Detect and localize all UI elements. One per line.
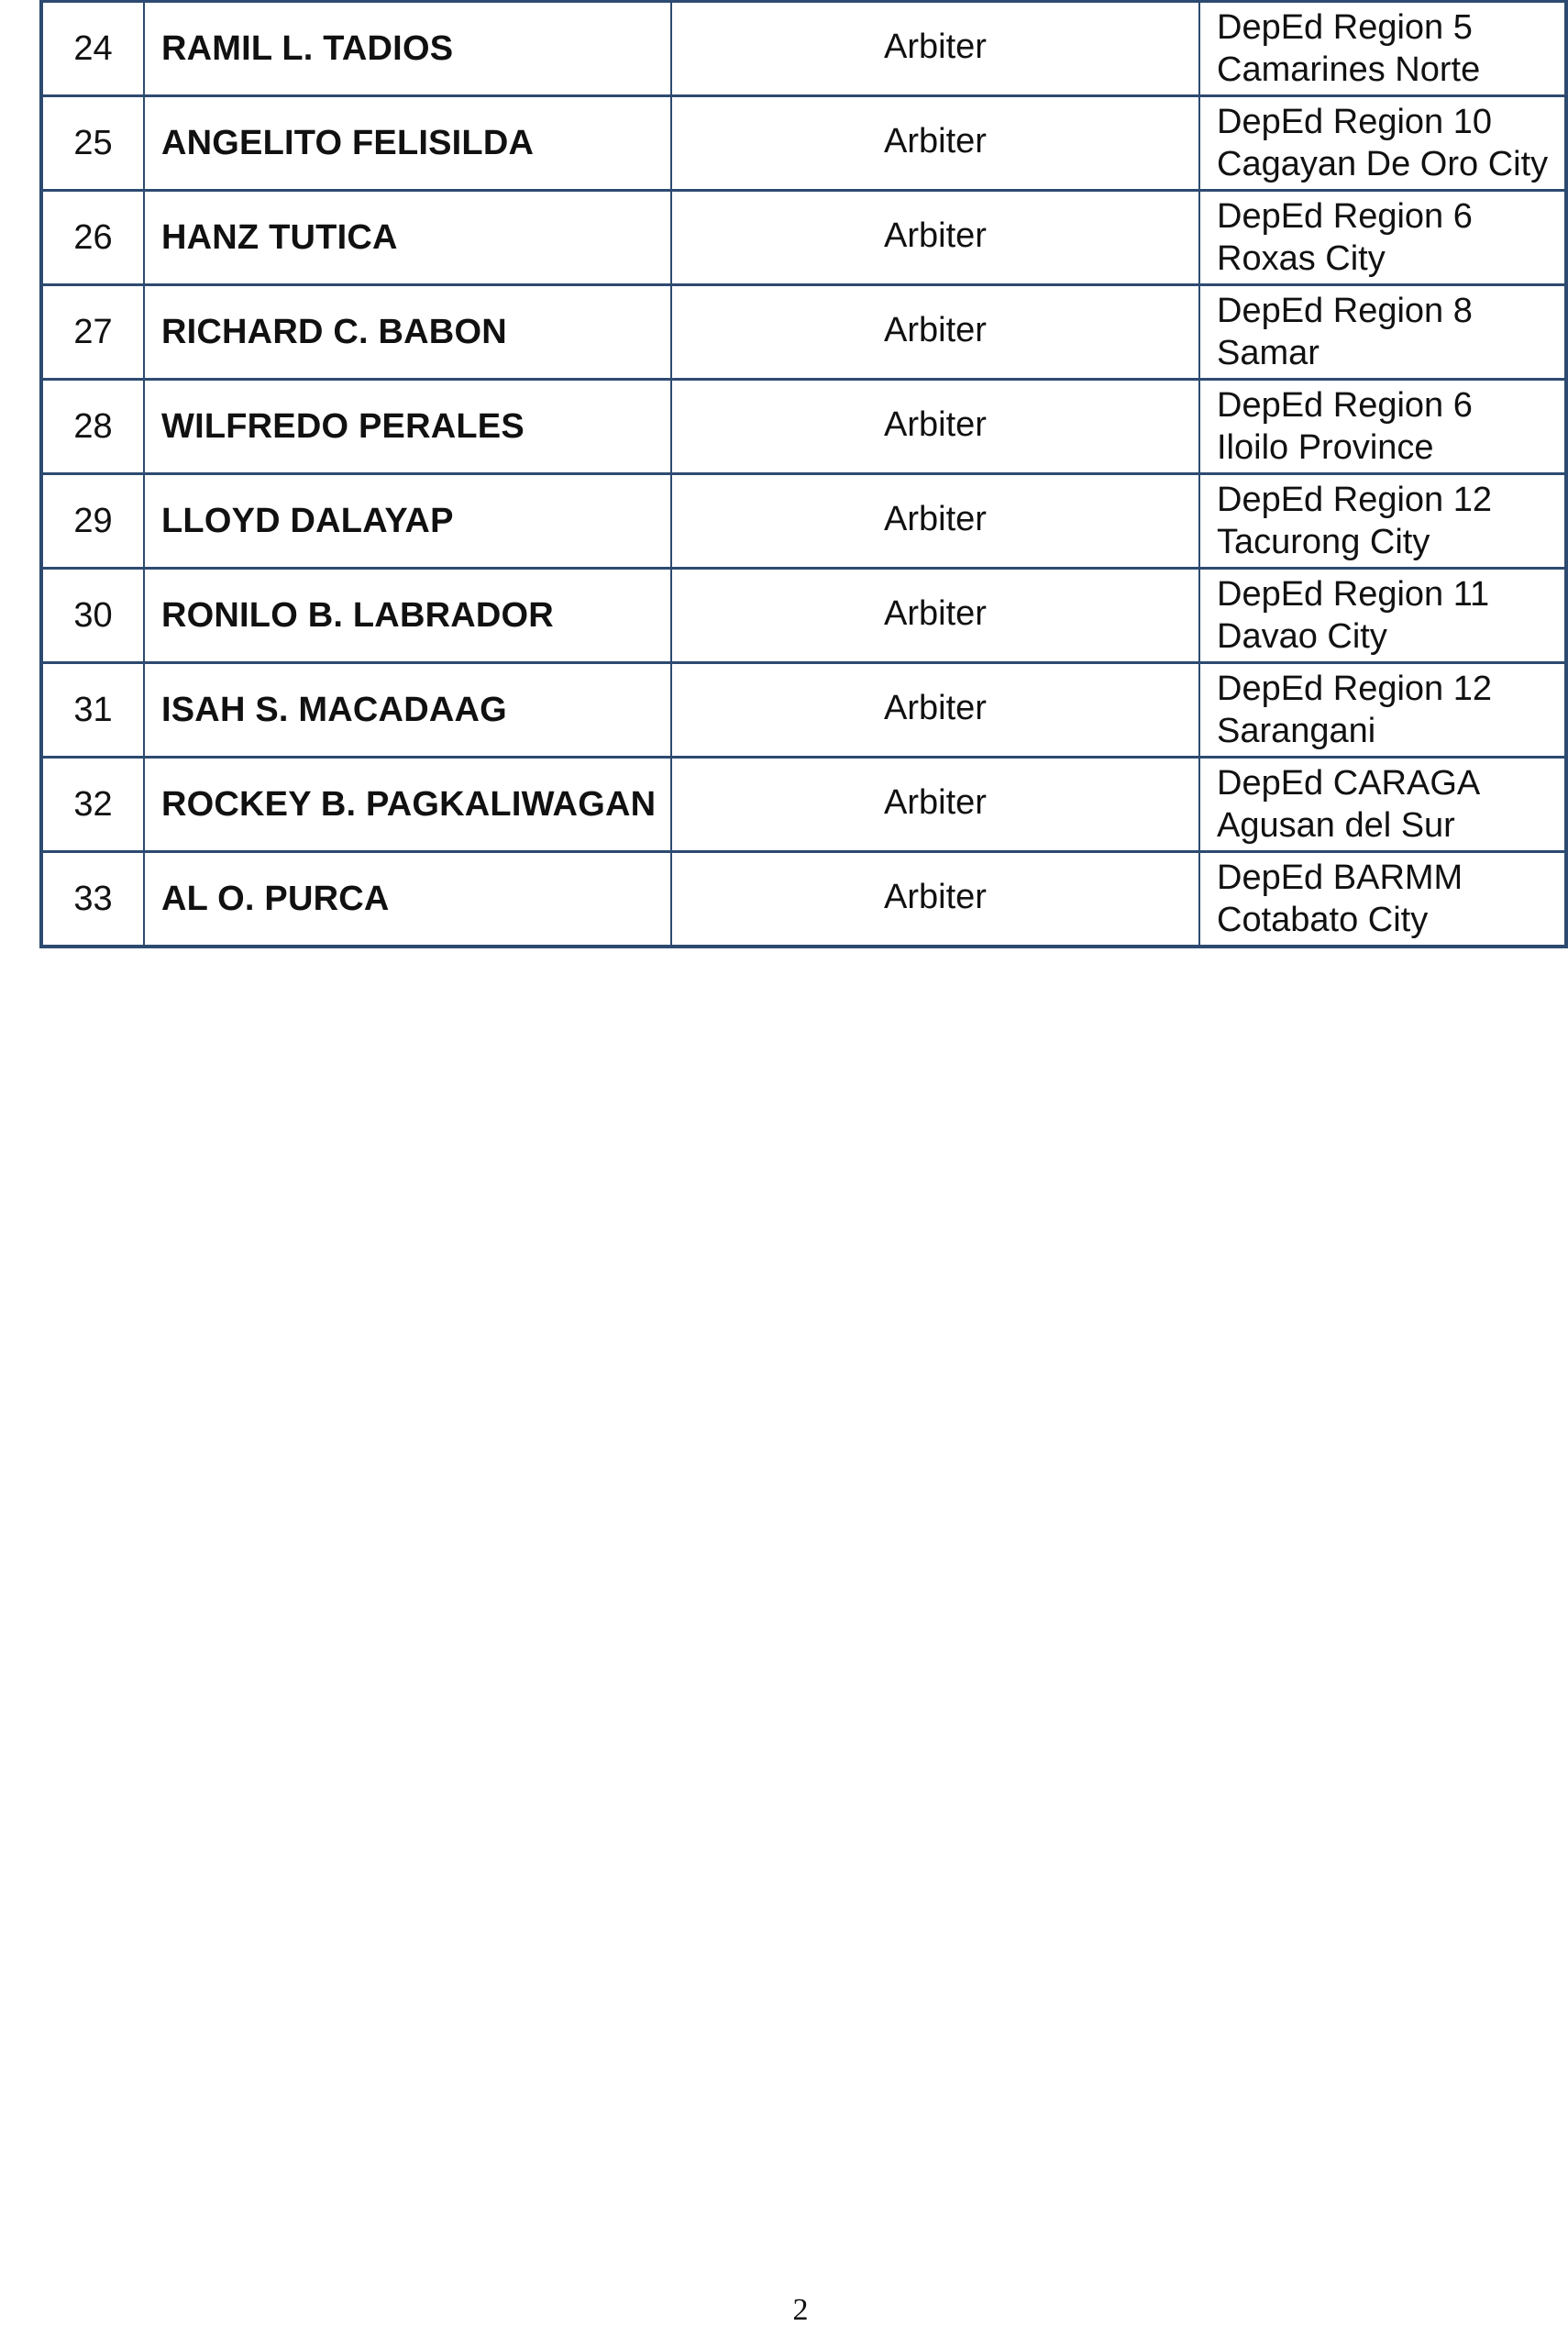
office-location: Sarangani bbox=[1217, 712, 1376, 750]
table-row bbox=[41, 2, 1566, 96]
office-region: DepEd BARMM bbox=[1217, 858, 1463, 897]
office-location: Agusan del Sur bbox=[1217, 806, 1455, 845]
office-region: DepEd Region 5 bbox=[1217, 8, 1473, 47]
arbiter-office bbox=[1199, 191, 1566, 285]
arbiter-name: HANZ TUTICA bbox=[144, 191, 671, 285]
office-region: DepEd Region 8 bbox=[1217, 292, 1473, 330]
table-row bbox=[41, 191, 1566, 285]
office-location: Davao City bbox=[1217, 617, 1387, 656]
office-location: Roxas City bbox=[1217, 239, 1386, 278]
office-region: DepEd Region 6 bbox=[1217, 197, 1473, 236]
table-row bbox=[41, 569, 1566, 663]
arbiter-role: Arbiter bbox=[671, 96, 1199, 191]
table-row bbox=[41, 96, 1566, 191]
table-row bbox=[41, 663, 1566, 758]
office-location: Samar bbox=[1217, 334, 1320, 372]
office-region: DepEd CARAGA bbox=[1217, 764, 1481, 803]
arbiter-role: Arbiter bbox=[671, 758, 1199, 852]
arbiter-office bbox=[1199, 569, 1566, 663]
arbiter-role: Arbiter bbox=[671, 285, 1199, 380]
arbiter-office bbox=[1199, 474, 1566, 569]
arbiter-role: Arbiter bbox=[671, 2, 1199, 96]
table-row bbox=[41, 380, 1566, 474]
arbiter-name: RAMIL L. TADIOS bbox=[144, 2, 671, 96]
office-region: DepEd Region 10 bbox=[1217, 103, 1492, 141]
arbiter-name: ROCKEY B. PAGKALIWAGAN bbox=[144, 758, 671, 852]
arbiter-name: ISAH S. MACADAAG bbox=[144, 663, 671, 758]
office-location: Camarines Norte bbox=[1217, 50, 1481, 89]
office-region: DepEd Region 12 bbox=[1217, 481, 1492, 519]
office-region: DepEd Region 12 bbox=[1217, 670, 1492, 708]
arbiter-role: Arbiter bbox=[671, 191, 1199, 285]
arbiter-name: AL O. PURCA bbox=[144, 852, 671, 947]
arbiter-name: WILFREDO PERALES bbox=[144, 380, 671, 474]
row-number: 27 bbox=[41, 285, 144, 380]
table-row bbox=[41, 852, 1566, 947]
office-location: Cotabato City bbox=[1217, 901, 1429, 939]
row-number: 28 bbox=[41, 380, 144, 474]
arbiter-role: Arbiter bbox=[671, 380, 1199, 474]
arbiter-office bbox=[1199, 852, 1566, 947]
office-region: DepEd Region 11 bbox=[1217, 575, 1490, 614]
arbiter-name: LLOYD DALAYAP bbox=[144, 474, 671, 569]
row-number: 26 bbox=[41, 191, 144, 285]
arbiter-role: Arbiter bbox=[671, 569, 1199, 663]
office-location: Cagayan De Oro City bbox=[1217, 145, 1549, 183]
row-number: 25 bbox=[41, 96, 144, 191]
row-number: 31 bbox=[41, 663, 144, 758]
arbiter-name: RICHARD C. BABON bbox=[144, 285, 671, 380]
arbiter-name: ANGELITO FELISILDA bbox=[144, 96, 671, 191]
office-location: Iloilo Province bbox=[1217, 428, 1434, 467]
row-number: 24 bbox=[41, 2, 144, 96]
office-region: DepEd Region 6 bbox=[1217, 386, 1473, 425]
arbiter-office bbox=[1199, 96, 1566, 191]
row-number: 33 bbox=[41, 852, 144, 947]
row-number: 29 bbox=[41, 474, 144, 569]
row-number: 32 bbox=[41, 758, 144, 852]
arbiter-office bbox=[1199, 663, 1566, 758]
row-number: 30 bbox=[41, 569, 144, 663]
table-row bbox=[41, 758, 1566, 852]
arbiter-office bbox=[1199, 758, 1566, 852]
arbiters-table bbox=[39, 0, 1568, 948]
arbiter-role: Arbiter bbox=[671, 474, 1199, 569]
arbiter-role: Arbiter bbox=[671, 852, 1199, 947]
table-row bbox=[41, 474, 1566, 569]
table-row bbox=[41, 285, 1566, 380]
office-location: Tacurong City bbox=[1217, 523, 1430, 561]
arbiter-name: RONILO B. LABRADOR bbox=[144, 569, 671, 663]
page-number: 2 bbox=[792, 2293, 809, 2327]
arbiter-office bbox=[1199, 2, 1566, 96]
arbiter-office bbox=[1199, 380, 1566, 474]
arbiter-office bbox=[1199, 285, 1566, 380]
arbiter-role: Arbiter bbox=[671, 663, 1199, 758]
